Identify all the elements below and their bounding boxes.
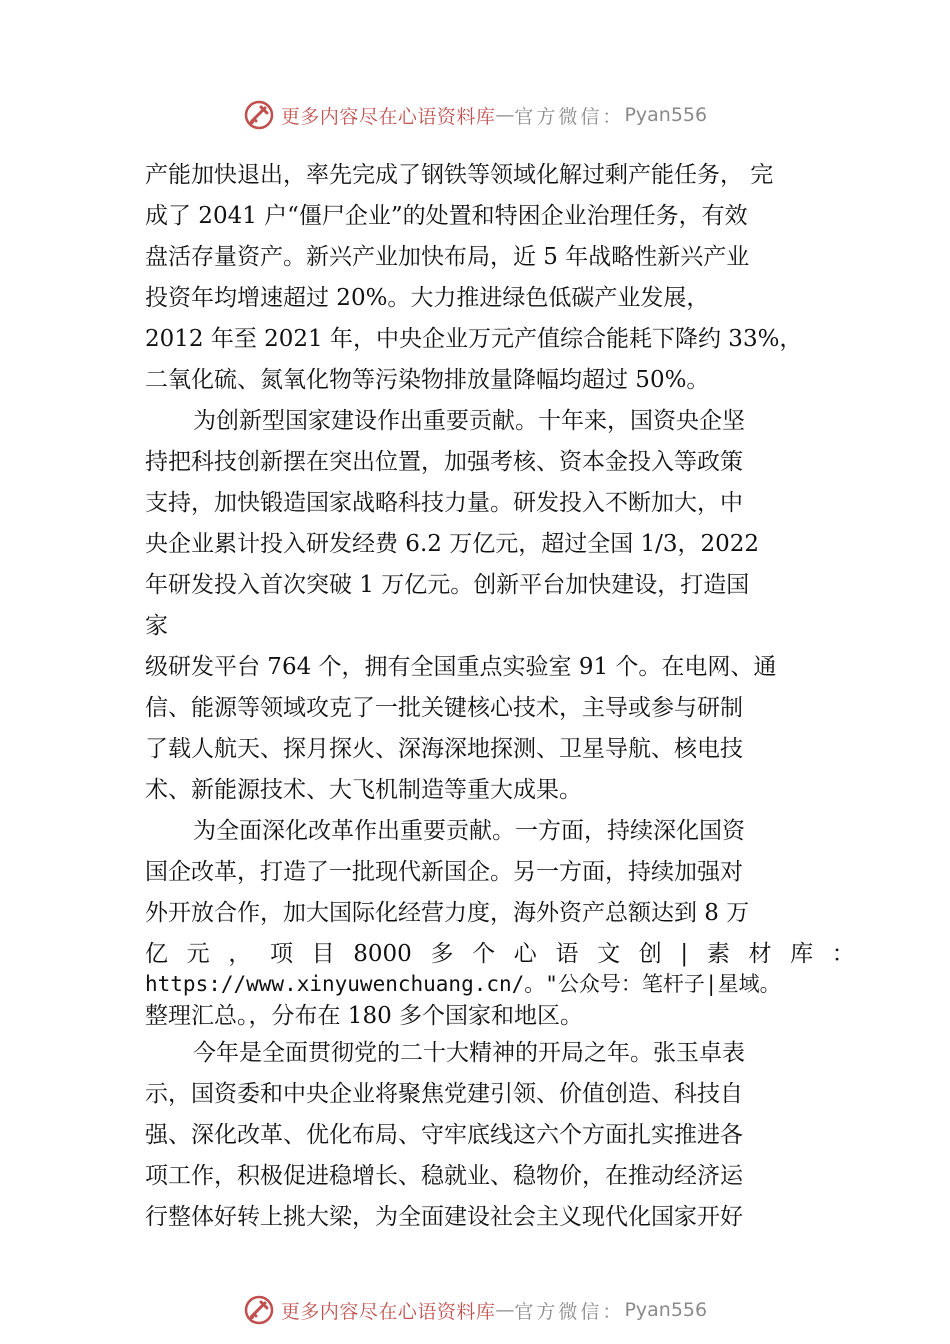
text-line: 今年是全面贯彻党的二十大精神的开局之年。张玉卓表 xyxy=(193,1040,745,1066)
text-line: 项工作，积极促进稳增长、稳就业、稳物价，在推动经济运 xyxy=(145,1163,743,1189)
banner-separator: — xyxy=(495,104,515,126)
footer-banner xyxy=(0,1290,950,1330)
text-line: 持把科技创新摆在突出位置，加强考核、资本金投入等政策 xyxy=(145,449,743,475)
text-line: 示，国资委和中央企业将聚焦党建引领、价值创造、科技自 xyxy=(145,1081,743,1107)
spaced-char: 目 xyxy=(311,941,335,967)
banner-wechat-label: 官方微信： xyxy=(514,105,625,128)
banner-separator: — xyxy=(495,1299,515,1321)
url-line: https://www.xinyuwenchuang.cn/。"公众号：笔杆子|星域。 xyxy=(145,972,781,996)
text-line: 行整体好转上挑大梁，为全面建设社会主义现代化国家开好 xyxy=(145,1204,743,1230)
text-line: 央企业累计投入研发经费 6.2 万亿元，超过全国 1/3，2022 xyxy=(145,531,760,557)
text-line: 家 xyxy=(145,613,168,639)
text-line: 整理汇总。，分布在 180 多个国家和地区。 xyxy=(145,1003,584,1029)
text-line: 二氧化硫、氮氧化物等污染物排放量降幅均超过 50%。 xyxy=(145,367,710,393)
spaced-char: 创 xyxy=(638,941,662,967)
spaced-char: 文 xyxy=(597,941,621,967)
spaced-char: 语 xyxy=(555,941,579,967)
banner-title: 更多内容尽在心语资料库 xyxy=(280,1300,496,1323)
spaced-char: 元 xyxy=(186,941,210,967)
spaced-char: 库 xyxy=(790,941,814,967)
spaced-char: 多 xyxy=(430,941,454,967)
text-line: 了载人航天、探月探火、深海深地探测、卫星导航、核电技 xyxy=(145,736,743,762)
logo-icon xyxy=(243,99,275,131)
spaced-char: 材 xyxy=(748,941,772,967)
spaced-char: 素 xyxy=(706,941,730,967)
text-line: 盘活存量资产。新兴产业加快布局，近 5 年战略性新兴产业 xyxy=(145,244,750,270)
text-line: 产能加快退出，率先完成了钢铁等领域化解过剩产能任务， 完 xyxy=(145,162,774,188)
banner-wechat-id: Pyan556 xyxy=(624,104,708,126)
text-line: 2012 年至 2021 年，中央企业万元产值综合能耗下降约 33%， xyxy=(145,326,803,352)
spaced-char: 项 xyxy=(269,941,293,967)
spaced-char: 亿 xyxy=(145,941,168,967)
spaced-char: 个 xyxy=(472,941,496,967)
logo-icon xyxy=(243,1294,275,1326)
text-line: 成了 2041 户“僵尸企业”的处置和特困企业治理任务，有效 xyxy=(145,203,748,229)
text-line: 外开放合作，加大国际化经营力度，海外资产总额达到 8 万 xyxy=(145,900,750,926)
text-line: 为全面深化改革作出重要贡献。一方面，持续深化国资 xyxy=(193,818,745,844)
spaced-char: ， xyxy=(228,941,252,967)
text-line: 信、能源等领域攻克了一批关键核心技术，主导或参与研制 xyxy=(145,695,743,721)
text-line: 强、深化改革、优化布局、守牢底线这六个方面扎实推进各 xyxy=(145,1122,743,1148)
text-line: 国企改革，打造了一批现代新国企。另一方面，持续加强对 xyxy=(145,859,743,885)
spaced-char: | xyxy=(680,941,689,967)
banner-wechat-label: 官方微信： xyxy=(514,1300,625,1323)
text-line: 级研发平台 764 个，拥有全国重点实验室 91 个。在电网、通 xyxy=(145,654,777,680)
banner-wechat-id: Pyan556 xyxy=(624,1299,708,1321)
text-line: 为创新型国家建设作出重要贡献。十年来，国资央企坚 xyxy=(193,408,745,434)
spaced-char: 心 xyxy=(513,941,537,967)
document-body xyxy=(145,155,855,1238)
banner-title: 更多内容尽在心语资料库 xyxy=(280,105,496,128)
header-banner xyxy=(0,95,950,135)
text-line: 支持，加快锻造国家战略科技力量。研发投入不断加大，中 xyxy=(145,490,743,516)
text-line: 术、新能源技术、大飞机制造等重大成果。 xyxy=(145,777,582,803)
spaced-char: ： xyxy=(831,941,855,967)
spaced-char: 8000 xyxy=(353,941,412,967)
text-line: 年研发投入首次突破 1 万亿元。创新平台加快建设，打造国 xyxy=(145,572,750,598)
text-line: 投资年均增速超过 20%。大力推进绿色低碳产业发展， xyxy=(145,285,710,311)
